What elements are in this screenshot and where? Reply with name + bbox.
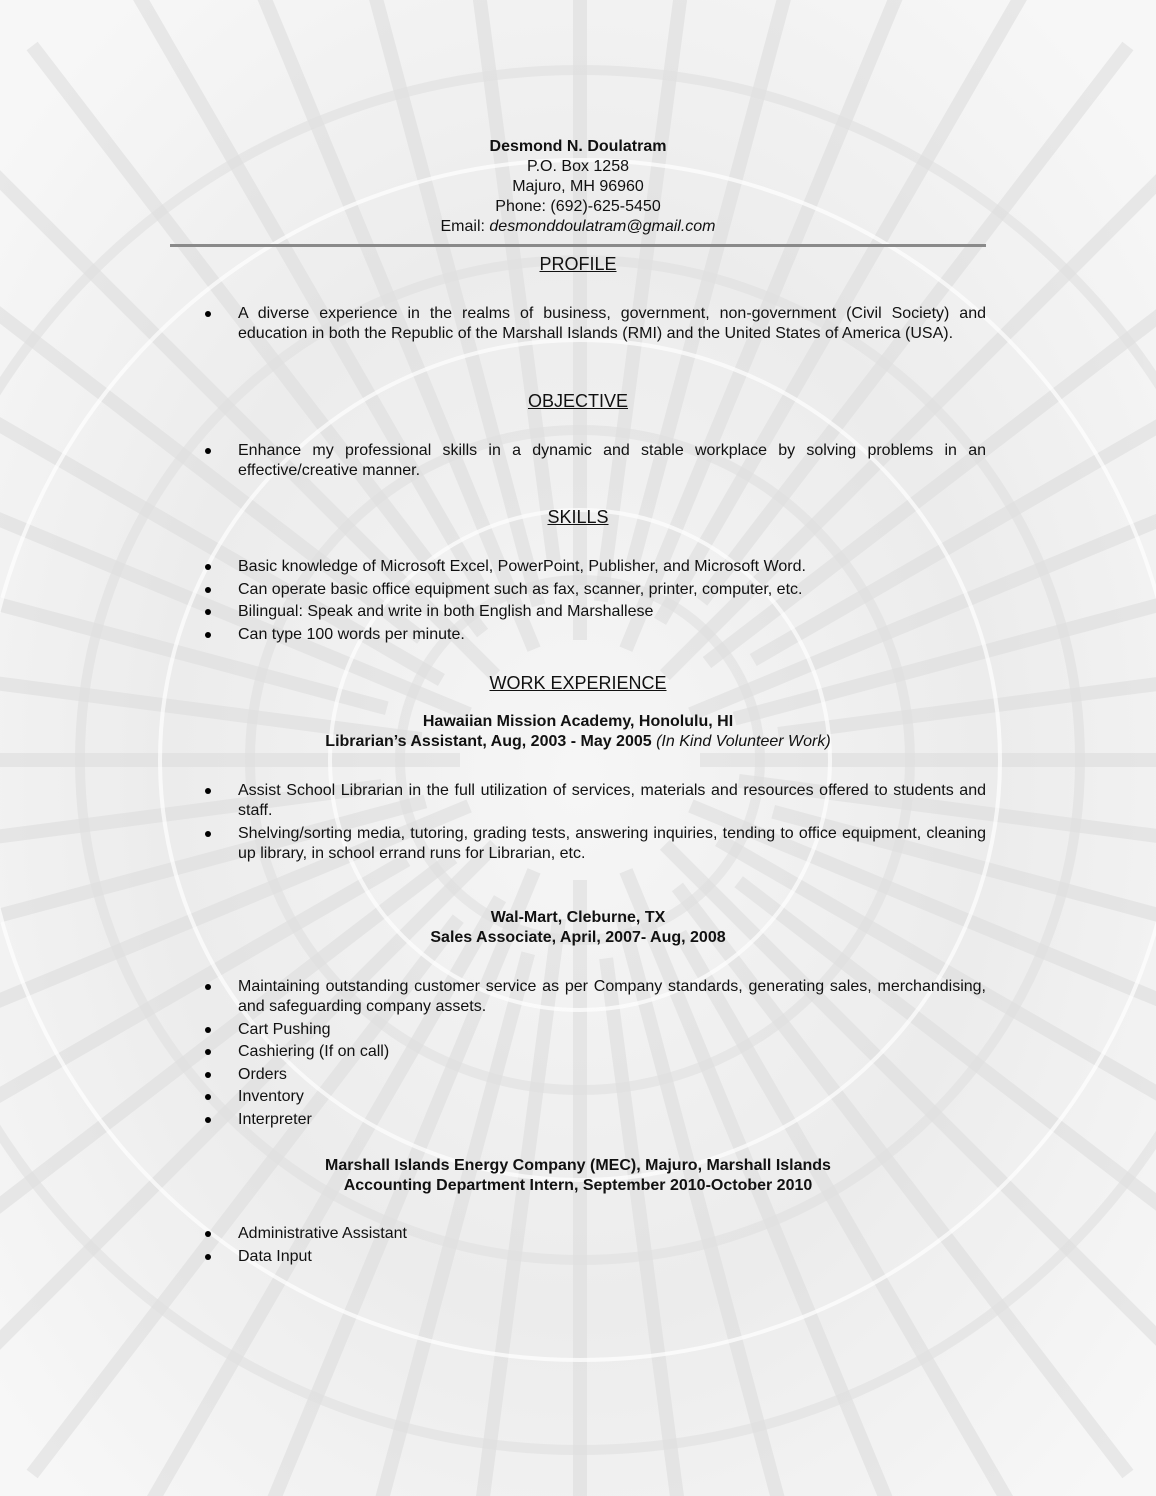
- header-divider: [170, 244, 986, 247]
- job-position: [0, 732, 1156, 752]
- job-duty-item: Cart Pushing: [238, 1020, 986, 1040]
- job-header-walmart: [0, 908, 1156, 948]
- job-employer: Hawaiian Mission Academy, Honolulu, HI: [422, 713, 734, 730]
- job-employer: Wal-Mart, Cleburne, TX: [490, 909, 666, 926]
- contact-header: [0, 137, 1156, 237]
- job-duty-item: Shelving/sorting media, tutoring, grading tests, answering inquiries, tending to office equipment, cleaning up library, in school errand runs for Librarian, etc.: [238, 824, 986, 862]
- profile-heading: PROFILE: [539, 254, 617, 274]
- job-duties-walmart: [238, 977, 986, 1133]
- applicant-name: Desmond N. Doulatram: [489, 138, 667, 155]
- skills-list: [238, 557, 986, 647]
- address-line-1: P.O. Box 1258: [527, 158, 629, 175]
- job-duty-item: Maintaining outstanding customer service as per Company standards, generating sales, merchandising, and safeguarding company assets.: [238, 978, 986, 1015]
- skills-heading: SKILLS: [547, 507, 609, 527]
- email-address: desmonddoulatram@gmail.com: [489, 218, 716, 235]
- profile-list: [238, 304, 986, 347]
- job-duties-mec: [238, 1224, 986, 1269]
- job-header-hawaiian-mission: [0, 712, 1156, 752]
- job-duty-item: Inventory: [238, 1087, 986, 1107]
- job-duty-item: Administrative Assistant: [238, 1224, 986, 1244]
- skill-item: Basic knowledge of Microsoft Excel, PowerPoint, Publisher, and Microsoft Word.: [238, 557, 986, 577]
- email-label: Email:: [440, 218, 490, 235]
- job-duty-item: Cashiering (If on call): [238, 1042, 986, 1062]
- address-line-2: Majuro, MH 96960: [512, 178, 644, 195]
- job-duty-item: Orders: [238, 1065, 986, 1085]
- email-line: [0, 217, 1156, 237]
- profile-item: A diverse experience in the realms of business, government, non-government (Civil Society) and education in both the Republic of the Marshall Islands (RMI) and the United States of America (USA).: [238, 305, 986, 342]
- skill-item: Bilingual: Speak and write in both English and Marshallese: [238, 602, 986, 622]
- job-position: Sales Associate, April, 2007- Aug, 2008: [430, 929, 726, 946]
- job-duties-hawaiian-mission: [238, 781, 986, 866]
- job-employer: Marshall Islands Energy Company (MEC), Majuro, Marshall Islands: [325, 1157, 831, 1174]
- work-experience-heading: WORK EXPERIENCE: [489, 673, 667, 693]
- job-duty-item: Data Input: [238, 1247, 986, 1267]
- objective-list: [238, 441, 986, 484]
- job-position-title: Librarian’s Assistant, Aug, 2003 - May 2005: [325, 733, 657, 750]
- job-duty-item: Assist School Librarian in the full utilization of services, materials and resources offered to students and staff.: [238, 782, 986, 819]
- job-duty-item: Interpreter: [238, 1110, 986, 1130]
- objective-item: Enhance my professional skills in a dynamic and stable workplace by solving problems in an effective/creative manner.: [238, 442, 986, 479]
- job-position: Accounting Department Intern, September 2010-October 2010: [343, 1177, 813, 1194]
- phone-line: Phone: (692)-625-5450: [495, 198, 661, 215]
- skill-item: Can type 100 words per minute.: [238, 625, 986, 645]
- skill-item: Can operate basic office equipment such as fax, scanner, printer, computer, etc.: [238, 580, 986, 600]
- objective-heading: OBJECTIVE: [527, 391, 629, 411]
- job-position-note: (In Kind Volunteer Work): [656, 733, 831, 750]
- job-header-mec: [0, 1156, 1156, 1196]
